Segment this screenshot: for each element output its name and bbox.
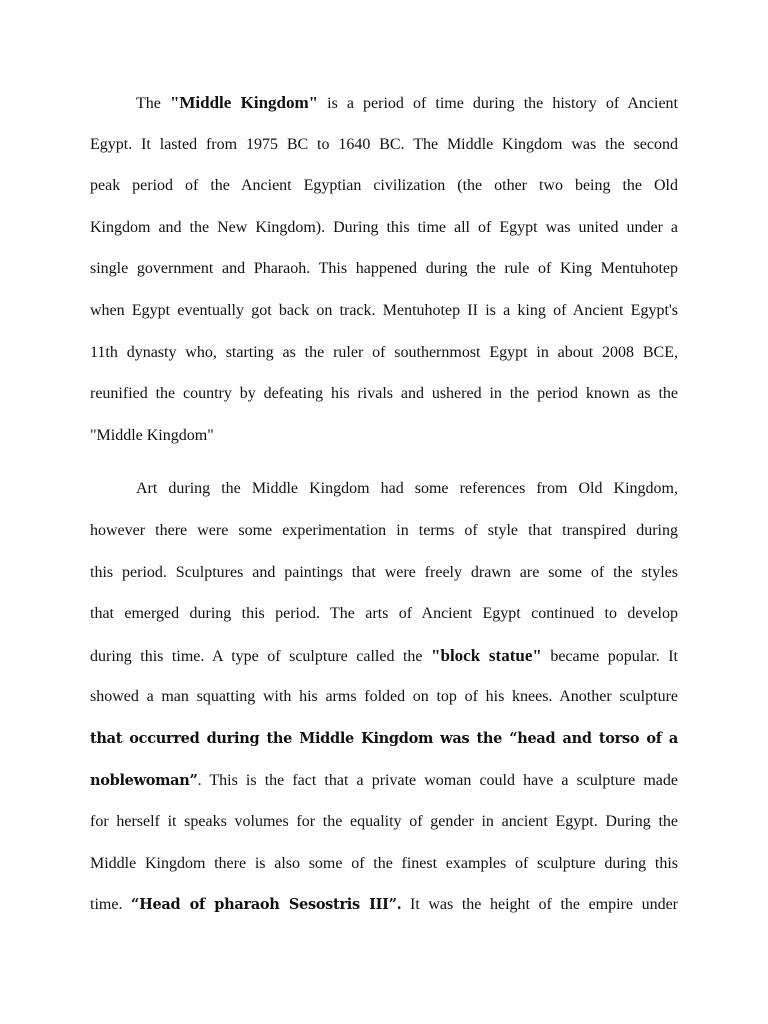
text-line: that occurred during the Middle Kingdom was the “head and torso of a: [90, 729, 678, 747]
bold-phrase-head-of-pharaoh: “Head of pharaoh Sesostris III”.: [131, 896, 402, 914]
paragraph-spacer: [90, 456, 678, 468]
text-line: however there were some experimentation in terms of style that transpired during: [90, 521, 678, 539]
text-line: during this time. A type of sculpture called the "block statue" became popular. It: [90, 645, 678, 665]
text-line: Art during the Middle Kingdom had some references from Old Kingdom,: [136, 480, 678, 498]
text-line: 11th dynasty who, starting as the ruler of southernmost Egypt in about 2008 BCE,: [90, 343, 678, 361]
text-line: this period. Sculptures and paintings that were freely drawn are some of the styles: [90, 563, 678, 581]
text-line: Middle Kingdom there is also some of the finest examples of sculpture during this: [90, 854, 678, 872]
bold-phrase-middle-kingdom: "Middle Kingdom": [169, 93, 319, 112]
text-line: that emerged during this period. The arts of Ancient Egypt continued to develop: [90, 605, 678, 623]
text-line: noblewoman”. This is the fact that a private woman could have a sculpture made: [90, 771, 678, 789]
text-line: time. “Head of pharaoh Sesostris III”. It was the height of the empire under: [90, 896, 679, 914]
bold-phrase-noblewoman: noblewoman”: [90, 771, 198, 789]
text-line: single government and Pharaoh. This happened during the rule of King Mentuhotep: [90, 260, 678, 278]
text-line: showed a man squatting with his arms folded on top of his knees. Another sculpture: [90, 688, 678, 706]
text-line: Egypt. It lasted from 1975 BC to 1640 BC. The Middle Kingdom was the second: [90, 135, 678, 153]
text-line: peak period of the Ancient Egyptian civilization (the other two being the Old: [90, 177, 678, 195]
text-line: for herself it speaks volumes for the equality of gender in ancient Egypt. During the: [90, 813, 678, 831]
text-line: reunified the country by defeating his rivals and ushered in the period known as the: [90, 385, 678, 403]
text-line: The "Middle Kingdom" is a period of time during the history of Ancient: [136, 93, 678, 112]
text-line: "Middle Kingdom": [90, 426, 214, 444]
paragraph-1: [90, 82, 678, 456]
text-line: Kingdom and the New Kingdom). During this time all of Egypt was united under a: [90, 218, 678, 236]
bold-phrase-head-and-torso: head and torso of a: [517, 729, 678, 747]
bold-phrase-block-statue: "block statue": [431, 645, 542, 665]
document-page: [90, 82, 678, 926]
paragraph-2: [90, 468, 678, 926]
text-line: when Egypt eventually got back on track. Mentuhotep II is a king of Ancient Egypt's: [90, 301, 678, 319]
